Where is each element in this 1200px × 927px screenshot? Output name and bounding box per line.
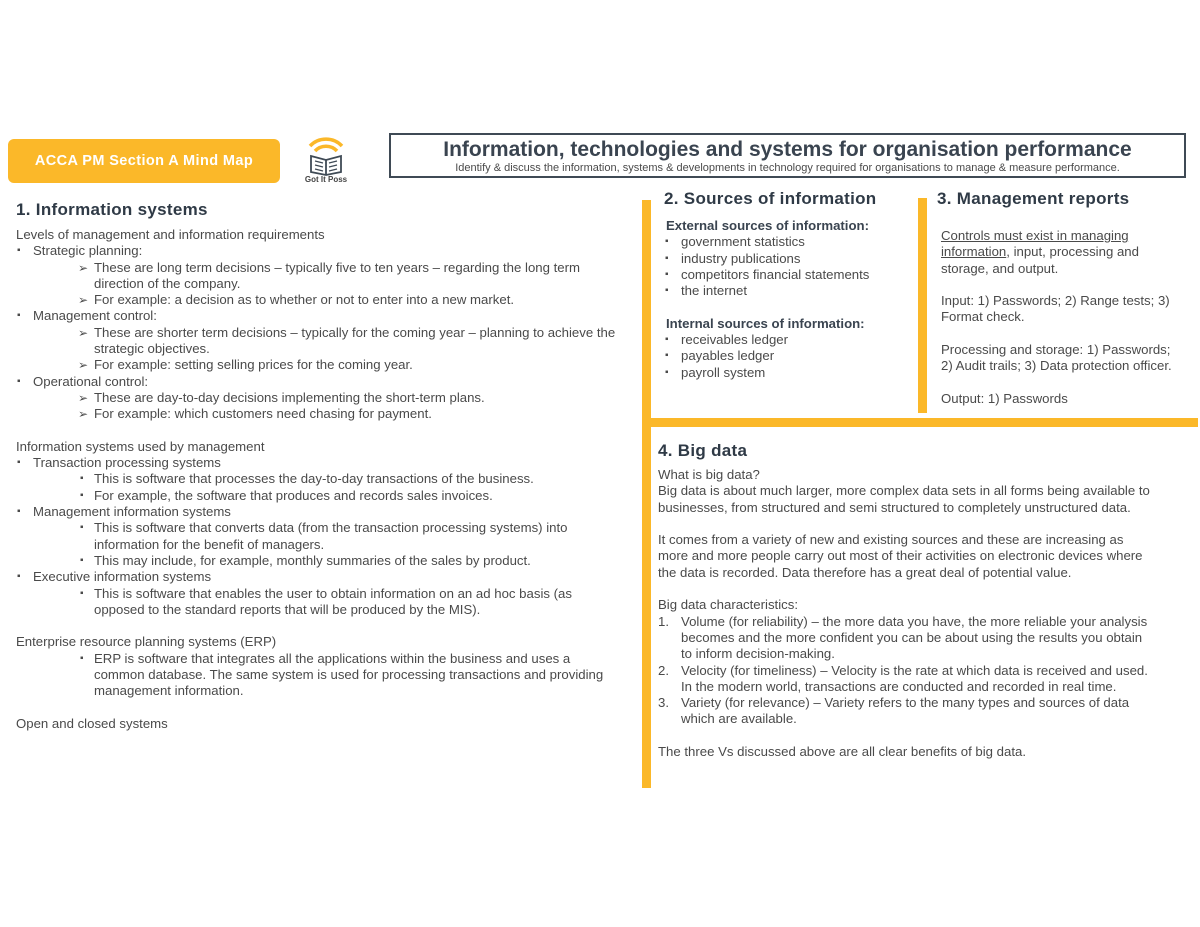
- text-line: management information.: [94, 683, 244, 699]
- text-line: Controls must exist in managing: [941, 228, 1129, 243]
- sub-bullet-item: ▪ For example, the software that produces and records sales invoices.: [16, 488, 636, 504]
- section-body: [16, 227, 636, 732]
- bullet-item: ▪ payroll system: [664, 365, 914, 381]
- section-heading: 2. Sources of information: [664, 189, 877, 208]
- got-it-pass-logo: [300, 130, 352, 188]
- section-heading: 1. Information systems: [16, 200, 208, 219]
- text-line: Output: 1) Passwords: [941, 390, 1068, 406]
- arrow-item: ➢ For example: which customers need chasing for payment.: [16, 406, 636, 422]
- book-wifi-icon: [300, 130, 352, 176]
- text-line: The three Vs discussed above are all clear benefits of big data.: [658, 744, 1027, 760]
- horizontal-divider: [650, 418, 1198, 427]
- arrow-item: ➢ These are long term decisions – typically five to ten years – regarding the long term: [16, 260, 636, 276]
- item-text: Velocity (for timeliness) – Velocity is the rate at which data is received and used.: [681, 662, 1148, 678]
- text-line: common database. The same system is used for processing transactions and providing: [94, 667, 604, 683]
- text-line: storage, and output.: [941, 260, 1059, 276]
- text-line: direction of the company.: [94, 275, 241, 291]
- section-information-systems: [16, 200, 636, 732]
- sub-bullet-item: ▪ This is software that converts data (from the transaction processing systems) into: [16, 520, 636, 536]
- text-line: Enterprise resource planning systems (ERP): [16, 634, 277, 650]
- bullet-item: ▪ Management control:: [16, 308, 636, 324]
- text-fragment: , input, processing and: [1006, 244, 1139, 260]
- underlined-text: information: [941, 244, 1007, 260]
- section-management-reports: [937, 189, 1197, 407]
- vertical-divider-right: [918, 198, 927, 413]
- bullet-item: ▪ government statistics: [664, 234, 914, 250]
- bullet-item: ▪ Executive information systems: [16, 569, 636, 585]
- item-number: 1.: [658, 613, 669, 629]
- bullet-item: ▪ Strategic planning:: [16, 243, 636, 259]
- mind-map-badge: ACCA PM Section A Mind Map: [8, 139, 280, 183]
- bullet-item: ▪ industry publications: [664, 251, 914, 267]
- section-heading: 4. Big data: [658, 441, 748, 460]
- arrow-item: ➢ For example: setting selling prices for the coming year.: [16, 357, 636, 373]
- text-line: which are available.: [681, 711, 797, 727]
- bullet-item: ▪ receivables ledger: [664, 332, 914, 348]
- item-number: 3.: [658, 695, 669, 711]
- section-body: [941, 228, 1197, 407]
- item-text: Variety (for relevance) – Variety refers to the many types and sources of data: [681, 695, 1130, 711]
- text-line: What is big data?: [658, 467, 760, 482]
- logo-text: Got It Poss: [304, 175, 348, 184]
- section-heading: 3. Management reports: [937, 189, 1130, 208]
- text-line: Open and closed systems: [16, 715, 168, 731]
- subheading: Internal sources of information:: [666, 315, 865, 331]
- numbered-item: [658, 695, 1198, 711]
- text-line: the data is recorded. Data therefore has a great deal of potential value.: [658, 564, 1072, 580]
- arrow-item: ➢ These are day-to-day decisions implementing the short-term plans.: [16, 390, 636, 406]
- title-box: [389, 133, 1186, 178]
- bullet-item: ▪ payables ledger: [664, 348, 914, 364]
- section-body: [664, 218, 914, 381]
- text-line: Information systems used by management: [16, 438, 265, 454]
- sub-bullet-item: ▪ This may include, for example, monthly summaries of the sales by product.: [16, 553, 636, 569]
- text-line: opposed to the standard reports that will be produced by the MIS).: [94, 601, 481, 617]
- sub-bullet-item: ▪ This is software that processes the day-to-day transactions of the business.: [16, 471, 636, 487]
- sub-bullet-item: ▪ This is software that enables the user to obtain information on an ad hoc basis (as: [16, 586, 636, 602]
- text-line: Input: 1) Passwords; 2) Range tests; 3): [941, 293, 1170, 309]
- item-number: 2.: [658, 662, 669, 678]
- section-body: [658, 467, 1198, 760]
- text-line: information for the benefit of managers.: [94, 536, 325, 552]
- text-line: 2) Audit trails; 3) Data protection officer.: [941, 358, 1172, 374]
- text-line: more and more people carry out most of their activities on electronic devices where: [658, 548, 1143, 564]
- section-sources-of-information: [664, 189, 914, 381]
- page-subtitle: Identify & discuss the information, systems & developments in technology required for organisations to manage & measure performance.: [455, 162, 1120, 174]
- text-line: strategic objectives.: [94, 341, 210, 357]
- numbered-item: [658, 614, 1198, 630]
- text-line: Big data is about much larger, more complex data sets in all forms being available to: [658, 483, 1150, 499]
- text-line: Format check.: [941, 309, 1025, 325]
- bullet-item: ▪ Operational control:: [16, 374, 636, 390]
- text-line: In the modern world, transactions are conducted and recorded in real time.: [681, 678, 1117, 694]
- bullet-item: ▪ Management information systems: [16, 504, 636, 520]
- section-big-data: [658, 441, 1198, 760]
- text-line: Processing and storage: 1) Passwords;: [941, 342, 1171, 358]
- text-line: Big data characteristics:: [658, 597, 798, 613]
- arrow-item: ➢ For example: a decision as to whether or not to enter into a new market.: [16, 292, 636, 308]
- bullet-item: ▪ Transaction processing systems: [16, 455, 636, 471]
- sub-bullet-item: ▪ ERP is software that integrates all the applications within the business and uses a: [16, 651, 636, 667]
- numbered-item: [658, 663, 1198, 679]
- page-title: Information, technologies and systems for organisation performance: [443, 138, 1132, 161]
- bullet-item: ▪ the internet: [664, 283, 914, 299]
- vertical-divider-left: [642, 200, 651, 788]
- text-line: Levels of management and information requirements: [16, 227, 325, 242]
- text-line: becomes and the more confident you can be about using the results you obtain: [681, 629, 1143, 645]
- arrow-item: ➢ These are shorter term decisions – typically for the coming year – planning to achieve the: [16, 325, 636, 341]
- item-text: Volume (for reliability) – the more data you have, the more reliable your analysis: [681, 613, 1148, 629]
- subheading: External sources of information:: [666, 218, 869, 233]
- bullet-item: ▪ competitors financial statements: [664, 267, 914, 283]
- text-line: It comes from a variety of new and existing sources and these are increasing as: [658, 532, 1124, 548]
- text-line: businesses, from structured and semi structured to completely unstructured data.: [658, 499, 1131, 515]
- text-line: to inform decision-making.: [681, 646, 835, 662]
